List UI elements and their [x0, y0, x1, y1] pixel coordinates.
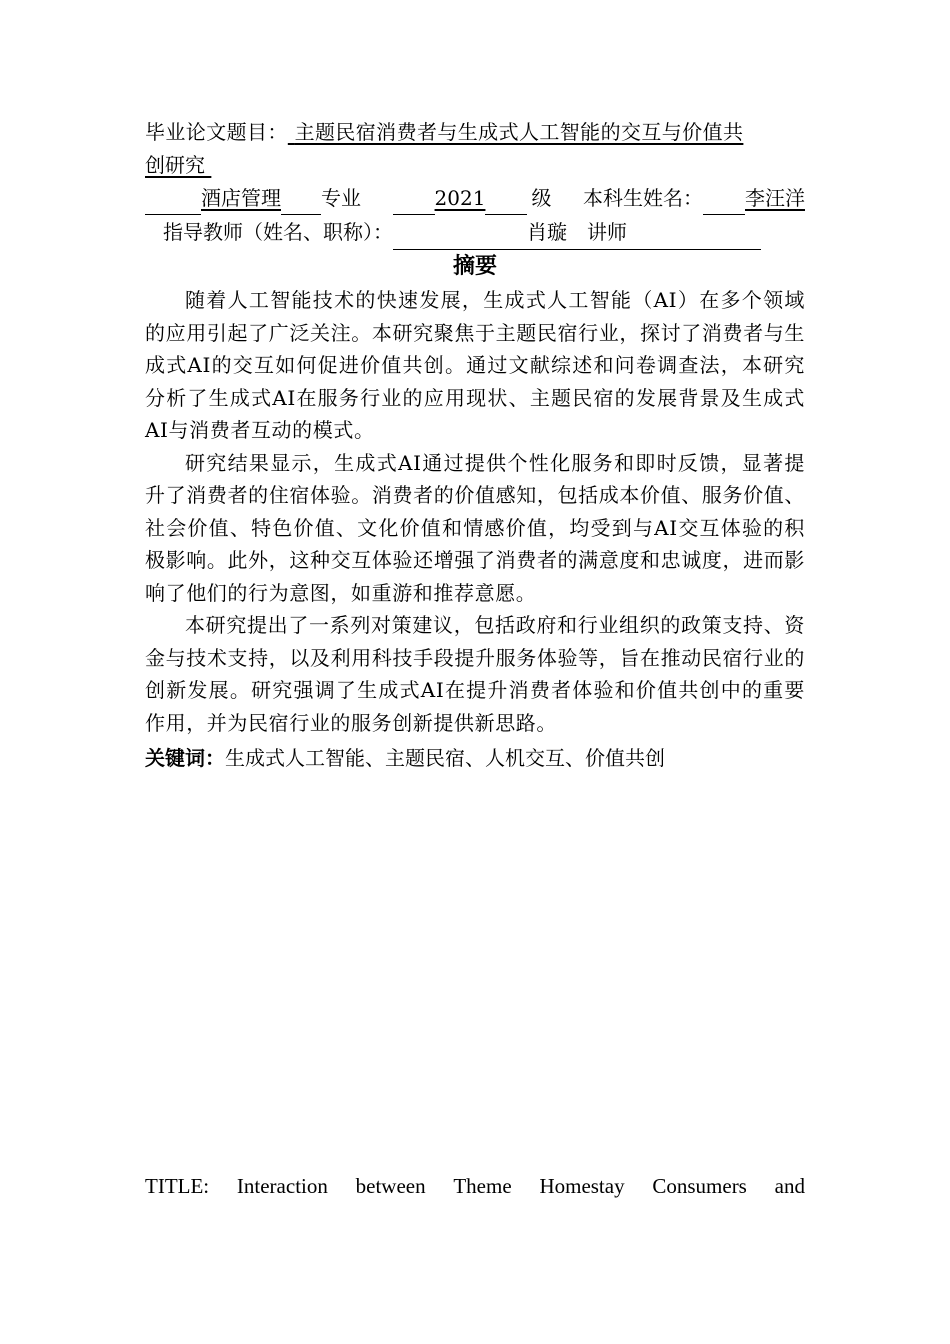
grade-group	[393, 182, 552, 215]
english-title-word: Interaction	[236, 1174, 328, 1198]
thesis-title-text	[288, 120, 744, 144]
grade-label: 级	[531, 186, 552, 210]
advisor-line	[145, 215, 805, 250]
keywords-text: 生成式人工智能、主题民宿、人机交互、价值共创	[225, 746, 665, 770]
thesis-title-line1	[145, 116, 805, 149]
keywords-line	[145, 741, 805, 775]
advisor-field	[393, 215, 761, 250]
grade-underline-post	[485, 182, 527, 215]
thesis-title-part1: 主题民宿消费者与生成式人工智能的交互与价值共	[294, 120, 744, 144]
major-underline-pre	[145, 182, 201, 215]
abstract-paragraph-3: 本研究提出了一系列对策建议，包括政府和行业组织的政策支持、资金与技术支持，以及利用科技手段提升服务体验等，旨在推动民宿行业的创新发展。研究强调了生成式AI在提升消费者体验和价值共创中的重要作用，并为民宿行业的服务创新提供新思路。	[145, 613, 805, 735]
english-title-word: Consumers	[652, 1174, 747, 1198]
thesis-title-part2	[145, 153, 211, 177]
major-value: 酒店管理	[201, 186, 281, 210]
advisor-name: 肖璇 讲师	[527, 220, 627, 244]
abstract-heading: 摘要	[452, 254, 497, 279]
student-group	[583, 182, 805, 215]
student-label: 本科生姓名：	[583, 186, 703, 210]
english-title-word: and	[774, 1174, 805, 1198]
major-group	[145, 182, 361, 215]
english-title-word: Homestay	[539, 1174, 625, 1198]
thesis-title-label: 毕业论文题目：	[145, 120, 288, 144]
student-underline-pre	[703, 182, 745, 215]
major-label: 专业	[321, 186, 361, 210]
student-info-row	[145, 182, 805, 215]
english-title-word: Theme	[453, 1174, 512, 1198]
thesis-title-line2	[145, 149, 805, 182]
student-name: 李汪洋	[745, 186, 805, 210]
grade-underline-pre	[393, 182, 435, 215]
advisor-label: 指导教师（姓名、职称）：	[163, 220, 393, 244]
grade-value: 2021	[434, 186, 486, 210]
english-title-line	[145, 1174, 805, 1199]
abstract-paragraph-2: 研究结果显示，生成式AI通过提供个性化服务和即时反馈，显著提升了消费者的住宿体验。消费者的价值感知，包括成本价值、服务价值、社会价值、特色价值、文化价值和情感价值，均受到与AI交互体验的积极影响。此外，这种交互体验还增强了消费者的满意度和忠诚度，进而影响了他们的行为意图，如重游和推荐意愿。	[145, 450, 805, 605]
keywords-label: 关键词：	[145, 746, 225, 770]
thesis-page	[145, 116, 805, 775]
major-underline-post	[281, 182, 321, 215]
english-title-word: TITLE:	[145, 1174, 210, 1198]
abstract-paragraph-1: 随着人工智能技术的快速发展，生成式人工智能（AI）在多个领域的应用引起了广泛关注。本研究聚焦于主题民宿行业，探讨了消费者与生成式AI的交互如何促进价值共创。通过文献综述和问卷调查法，本研究分析了生成式AI在服务行业的应用现状、主题民宿的发展背景及生成式AI与消费者互动的模式。	[145, 288, 805, 442]
english-title-word: between	[355, 1174, 426, 1198]
thesis-title-cont: 创研究	[145, 153, 205, 177]
